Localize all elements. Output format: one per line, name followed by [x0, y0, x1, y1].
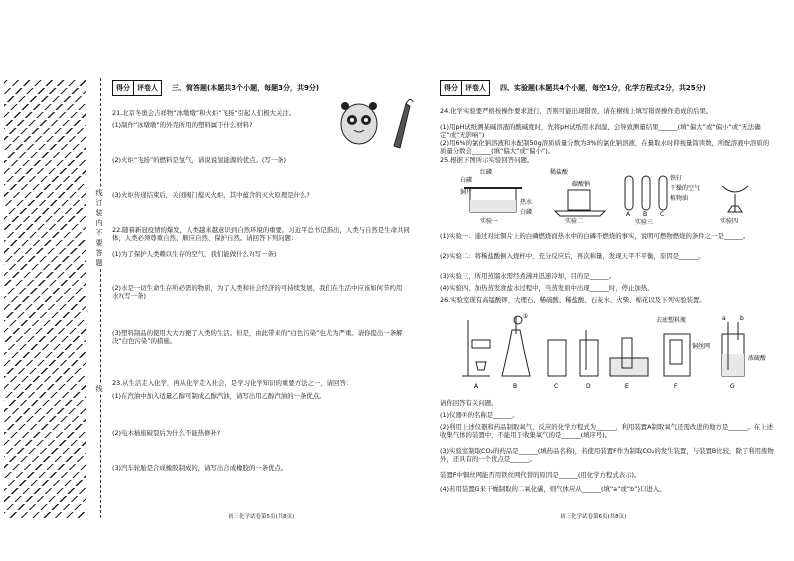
- question-26-3: (3)实验室制取CO₂的药品是______(填药品名称)，若使用装置F作为制取CO₂的发生装置，与装置B比较，除了利用废物外，还具有的一个优点是______。: [440, 447, 774, 463]
- fig-label: 实验四: [720, 218, 739, 225]
- fig-label: D: [586, 383, 591, 390]
- binding-line: [100, 78, 101, 518]
- question-21-1: (1)制作“冰墩墩”的外壳所用的塑料属于什么材料?: [112, 121, 253, 129]
- fig-label: 热水: [520, 199, 533, 206]
- page-6-footer: 初三化学试卷第6页(共8页): [560, 514, 627, 520]
- question-24-2: (2)用6%的氯化钠溶液和水配制50g溶质质量分数为3%的氯化钠溶液，在量取水时仰视量筒读数，所配溶液中溶质的质量分数会______(填“偏大”或“偏小”)。: [440, 139, 770, 155]
- question-23-stem: 23.从生活走入化学，再从化学走入社会，是学习化学知识的重要方法之一，请回答：: [112, 379, 353, 387]
- fig-label: 碳酸钠: [572, 181, 591, 188]
- question-24-stem: 24.化学实验要严格按操作要求进行，否则可能出现错误，请在横线上填写错误操作造成的后果。: [440, 107, 713, 115]
- seal-char: 内: [95, 219, 103, 227]
- seal-char: 答: [95, 249, 103, 257]
- question-26-3b: 装置F中铜丝网能否用铁丝网代替的原因是______(用化学方程式表示)。: [440, 471, 641, 479]
- section-4-header: [440, 80, 706, 96]
- fig-label: a: [722, 315, 726, 322]
- question-24-1: (1)用pH试纸测某碱溶液的酸碱度时，先将pH试纸用水润湿，会导致测量结果______(填“偏大”或“偏小”或“无法确定”或“无影响”): [440, 123, 761, 139]
- question-22-1: (1)为了保护人类赖以生存的空气，我们能做什么?(写一条): [112, 250, 277, 258]
- fig-label: ①: [523, 313, 529, 320]
- fig-label: 植物油: [670, 195, 689, 202]
- question-21-3: (3)火炬传递结束后，关闭阀门熄灭火炬，其中蕴含的灭火原理是什么?: [112, 191, 310, 199]
- question-22-2: (2)水是一切生命生存所必需的物质，为了人类和社会经济的可持续发展，我们在生活中应该如何节约用水?(写一条): [112, 284, 403, 300]
- fig-label: B: [513, 383, 518, 390]
- fig-label: 实验三: [635, 219, 654, 226]
- score-label: 得分: [441, 81, 462, 95]
- binding-hatch: [4, 78, 86, 518]
- fig-label: F: [674, 383, 678, 390]
- question-25-stem: 25.根据下图所示实验回答问题。: [440, 156, 534, 164]
- fig-label: 去底塑料瓶: [656, 317, 687, 324]
- question-23-1: (1)在汽油中加入适量乙醇可制成乙醇汽油，请写出用乙醇汽油的一条优点。: [112, 392, 326, 400]
- seal-char: 要: [95, 239, 103, 247]
- question-26-stem: 26.实验室现有高锰酸钾、大理石、稀硫酸、稀盐酸、石灰水、火柴、棉花以及下列实验装置。: [440, 296, 706, 304]
- fig-label: 实验二: [565, 218, 584, 225]
- question-26-2: (2)利用上述仪器和药品制取氧气，反应的化学方程式为______，利用装置A制取氧气还需改进的地方是______。在上述收集气体的装置中，不能用于收集氧气的是______(填序号)。: [440, 423, 773, 439]
- seal-char: 订: [95, 199, 103, 207]
- fig-label: B: [643, 211, 648, 218]
- question-25-1: (1)实验一：通过对比铜片上的白磷燃烧而热水中的白磷不燃烧的事实，说明可燃物燃烧的条件之一是______。: [440, 232, 750, 240]
- fig-label: b: [740, 315, 744, 322]
- question-25-3: (3)实验三，所用蒸馏水需经煮沸并迅速冷却，目的是______。: [440, 272, 616, 280]
- fig-label: 浓硫酸: [748, 355, 767, 362]
- question-26-intro: 请你回答有关问题。: [440, 399, 498, 407]
- seal-char: 不: [95, 229, 103, 237]
- question-25-2: (2)实验二：将稀盐酸倒入烧杯中，充分反应后，再次称量，发现天平不平衡，原因是______。: [440, 252, 705, 260]
- fig-label: G: [730, 383, 735, 390]
- fig-label: C: [554, 383, 559, 390]
- section-title: 四、实验题(本题共4个小题，每空1分，化学方程式2分，共25分): [500, 84, 706, 92]
- fig-label: 白磷: [520, 209, 533, 216]
- score-box: [112, 80, 162, 96]
- fig-label: E: [625, 383, 629, 390]
- seal-char: 装: [95, 209, 103, 217]
- fig-label: A: [626, 211, 631, 218]
- question-23-3: (3)汽车轮胎是合成橡胶制成的，请写出合成橡胶的一条优点。: [112, 464, 288, 472]
- question-26-1: (1)仪器①的名称是______。: [440, 411, 519, 419]
- question-23-2: (2)电木插座破裂后为什么不能热修补?: [112, 429, 221, 437]
- question-21-2: (2)火炬“飞扬”的燃料是氢气，请说说氢能源的优点。(写一条): [112, 156, 287, 164]
- fig-label: 铁钉: [670, 175, 683, 182]
- seal-text: [93, 188, 105, 268]
- fig-label: 实验一: [480, 218, 499, 225]
- fig-label: 干燥的空气: [670, 185, 701, 192]
- question-22-3: (3)塑料制品的使用大大方便了人类的生活。但是，由此带来的“白色污染”也尤为严重。请你提出一条解决“白色污染”的措施。: [112, 329, 403, 345]
- question-26-4: (4)若用装置G来干燥制取的二氧化碳，则气体应从______(填“a”或“b”)口进入。: [440, 485, 666, 493]
- grader-label: 评卷人: [465, 84, 486, 92]
- score-label: 得分: [113, 81, 134, 95]
- mascot-torch-illustration: [334, 96, 414, 152]
- seal-char: 线: [95, 189, 103, 197]
- section-title: 三、简答题(本题共3个小题，每题3分，共9分): [172, 84, 320, 92]
- fig-label: A: [474, 383, 479, 390]
- fig-label: C: [660, 211, 665, 218]
- fig-label: 铜片: [460, 189, 473, 196]
- experiment-apparatus-26: [460, 310, 770, 392]
- experiment-figure-25: [460, 166, 760, 228]
- question-22-stem: 22.随着新冠疫情的爆发，人类越来越意识到自然环境的重要。习近平总书记指出，人类与自然是生命共同体，人类必须尊重自然、顺应自然、保护自然。请回答下列问题：: [112, 226, 410, 242]
- grader-label: 评卷人: [137, 84, 158, 92]
- seal-line-text: 线: [93, 384, 105, 394]
- fig-label: 稀盐酸: [550, 169, 569, 176]
- fig-label: 白磷: [460, 177, 473, 184]
- fig-label: 铜丝网: [692, 343, 711, 350]
- section-3-header: [112, 80, 319, 96]
- fig-label: 红磷: [480, 169, 493, 176]
- seal-char: 题: [95, 259, 103, 267]
- score-box: [440, 80, 490, 96]
- question-21-stem: 21.北京冬奥会吉祥物“冰墩墩”和火炬“飞扬”引起人们极大关注。: [112, 109, 296, 117]
- page-5-footer: 初三化学试卷第5页(共8页): [228, 514, 295, 520]
- question-25-4: (4)实验四，加热蒸发食盐水过程中，当蒸发皿中出现______时，停止加热。: [440, 284, 654, 292]
